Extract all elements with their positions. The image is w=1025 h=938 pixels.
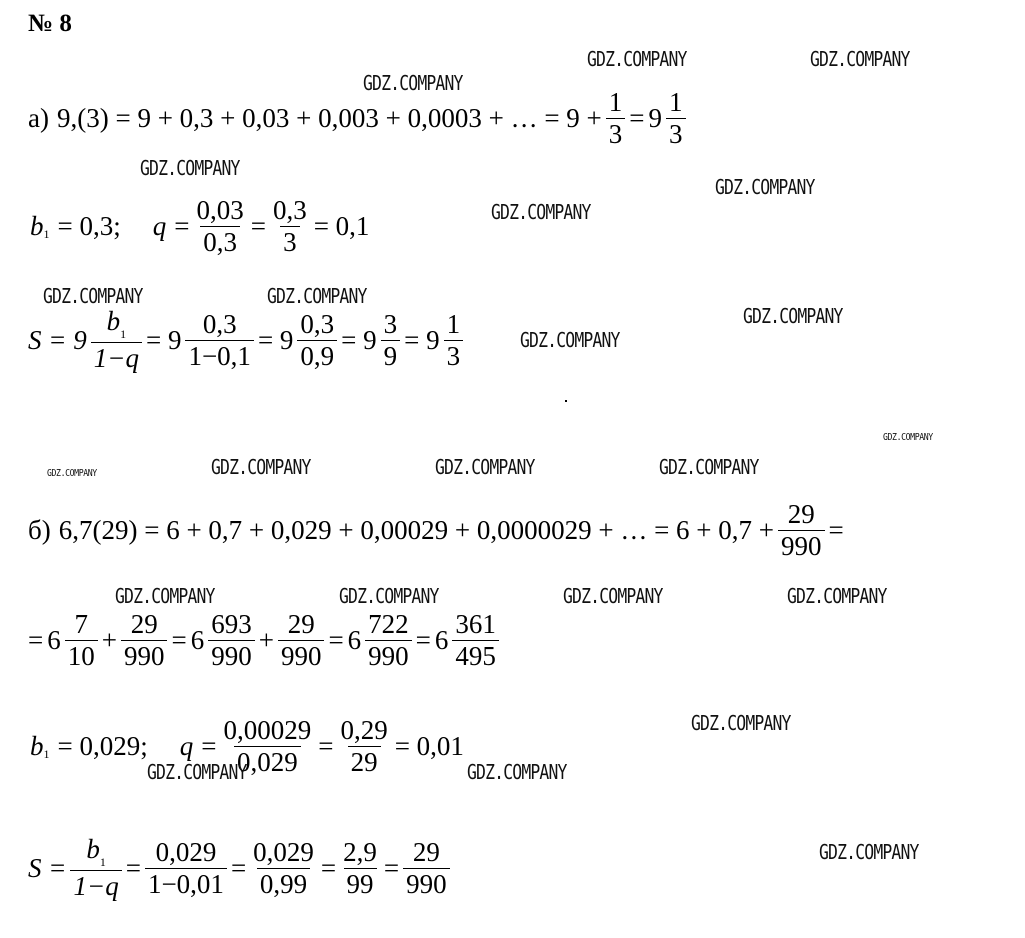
watermark: GDZ.COMPANY xyxy=(140,156,240,180)
watermark: GDZ.COMPANY xyxy=(467,760,567,784)
fraction-one-third: $\frac{1}{3}$ xyxy=(606,87,626,150)
watermark: GDZ.COMPANY xyxy=(435,455,535,479)
watermark: GDZ.COMPANY xyxy=(115,584,215,608)
watermark: GDZ.COMPANY xyxy=(743,304,843,328)
watermark: GDZ.COMPANY xyxy=(491,200,591,224)
watermark: GDZ.COMPANY xyxy=(47,468,97,479)
part-a-expansion: а) 9,(3) = 9 + 0,3 + 0,03 + 0,003 + 0,0003 + … = 9 + $\frac{1}{3}$ = 9 $\frac{1}{3}$ xyxy=(28,78,690,158)
part-b-q-result: = 0,01 xyxy=(394,730,464,761)
mixed-fraction-result: $\frac{1}{3}$ xyxy=(666,87,686,150)
problem-number: № 8 xyxy=(28,10,72,37)
watermark: GDZ.COMPANY xyxy=(787,584,887,608)
part-a-q-result: = 0,1 xyxy=(313,210,370,241)
watermark: GDZ.COMPANY xyxy=(339,584,439,608)
part-a-b1-q: b 1 = 0,3; q = $\frac{0,03}{0,3}$ = $\frac{0,3}{3}$ = 0,1 xyxy=(30,194,370,257)
watermark: GDZ.COMPANY xyxy=(819,840,919,864)
part-b-expansion: б) 6,7(29) = 6 + 0,7 + 0,029 + 0,00029 + 0,0000029 + … = 6 + 0,7 + $\frac{29}{990}$ = xyxy=(28,498,844,561)
watermark: GDZ.COMPANY xyxy=(520,328,620,352)
watermark: GDZ.COMPANY xyxy=(147,760,247,784)
stray-dot xyxy=(565,400,567,402)
watermark: GDZ.COMPANY xyxy=(659,455,759,479)
part-a-b1-value: = 0,3; xyxy=(57,210,121,241)
watermark: GDZ.COMPANY xyxy=(587,47,687,71)
part-a-label: а) xyxy=(28,102,49,133)
watermark: GDZ.COMPANY xyxy=(363,71,463,95)
part-b-sum: S = $\frac{b_1}{1-q}$ = $\frac{0,029}{1-0,01}$ = $\frac{0,029}{0,99}$ = $\frac{2,9}{99}$ = $\frac{29}{990}$ xyxy=(28,828,454,908)
part-b-label: б) xyxy=(28,514,51,545)
part-a-sum: S = 9 $\frac{b_1}{1-q}$ = 9 $\frac{0,3}{1-0,1}$ = 9 $\frac{0,3}{0,9}$ = 9 $\frac{3}{9}$ = 9 $\frac{1}{3}$ xyxy=(28,300,467,380)
part-b-b1-q: b 1 = 0,029; q = $\frac{0,00029}{0,029}$ = $\frac{0,29}{29}$ = 0,01 xyxy=(30,714,464,777)
watermark: GDZ.COMPANY xyxy=(43,284,143,308)
part-b-b1-value: = 0,029; xyxy=(57,730,148,761)
part-b-series: 6,7(29) = 6 + 0,7 + 0,029 + 0,00029 + 0,0000029 + … = 6 + 0,7 + xyxy=(58,514,775,545)
watermark: GDZ.COMPANY xyxy=(267,284,367,308)
watermark: GDZ.COMPANY xyxy=(715,175,815,199)
watermark: GDZ.COMPANY xyxy=(563,584,663,608)
watermark: GDZ.COMPANY xyxy=(810,47,910,71)
part-a-series: 9,(3) = 9 + 0,3 + 0,03 + 0,003 + 0,0003 + … = 9 + xyxy=(56,102,602,133)
part-b-mixed-sum: = 6 $\frac{7}{10}$ + $\frac{29}{990}$ = 6 $\frac{693}{990}$ + $\frac{29}{990}$ = 6 $\frac{722}{990}$ = 6 $\frac{361}{495}$ xyxy=(28,600,503,680)
watermark: GDZ.COMPANY xyxy=(691,711,791,735)
watermark: GDZ.COMPANY xyxy=(883,432,933,443)
watermark: GDZ.COMPANY xyxy=(211,455,311,479)
